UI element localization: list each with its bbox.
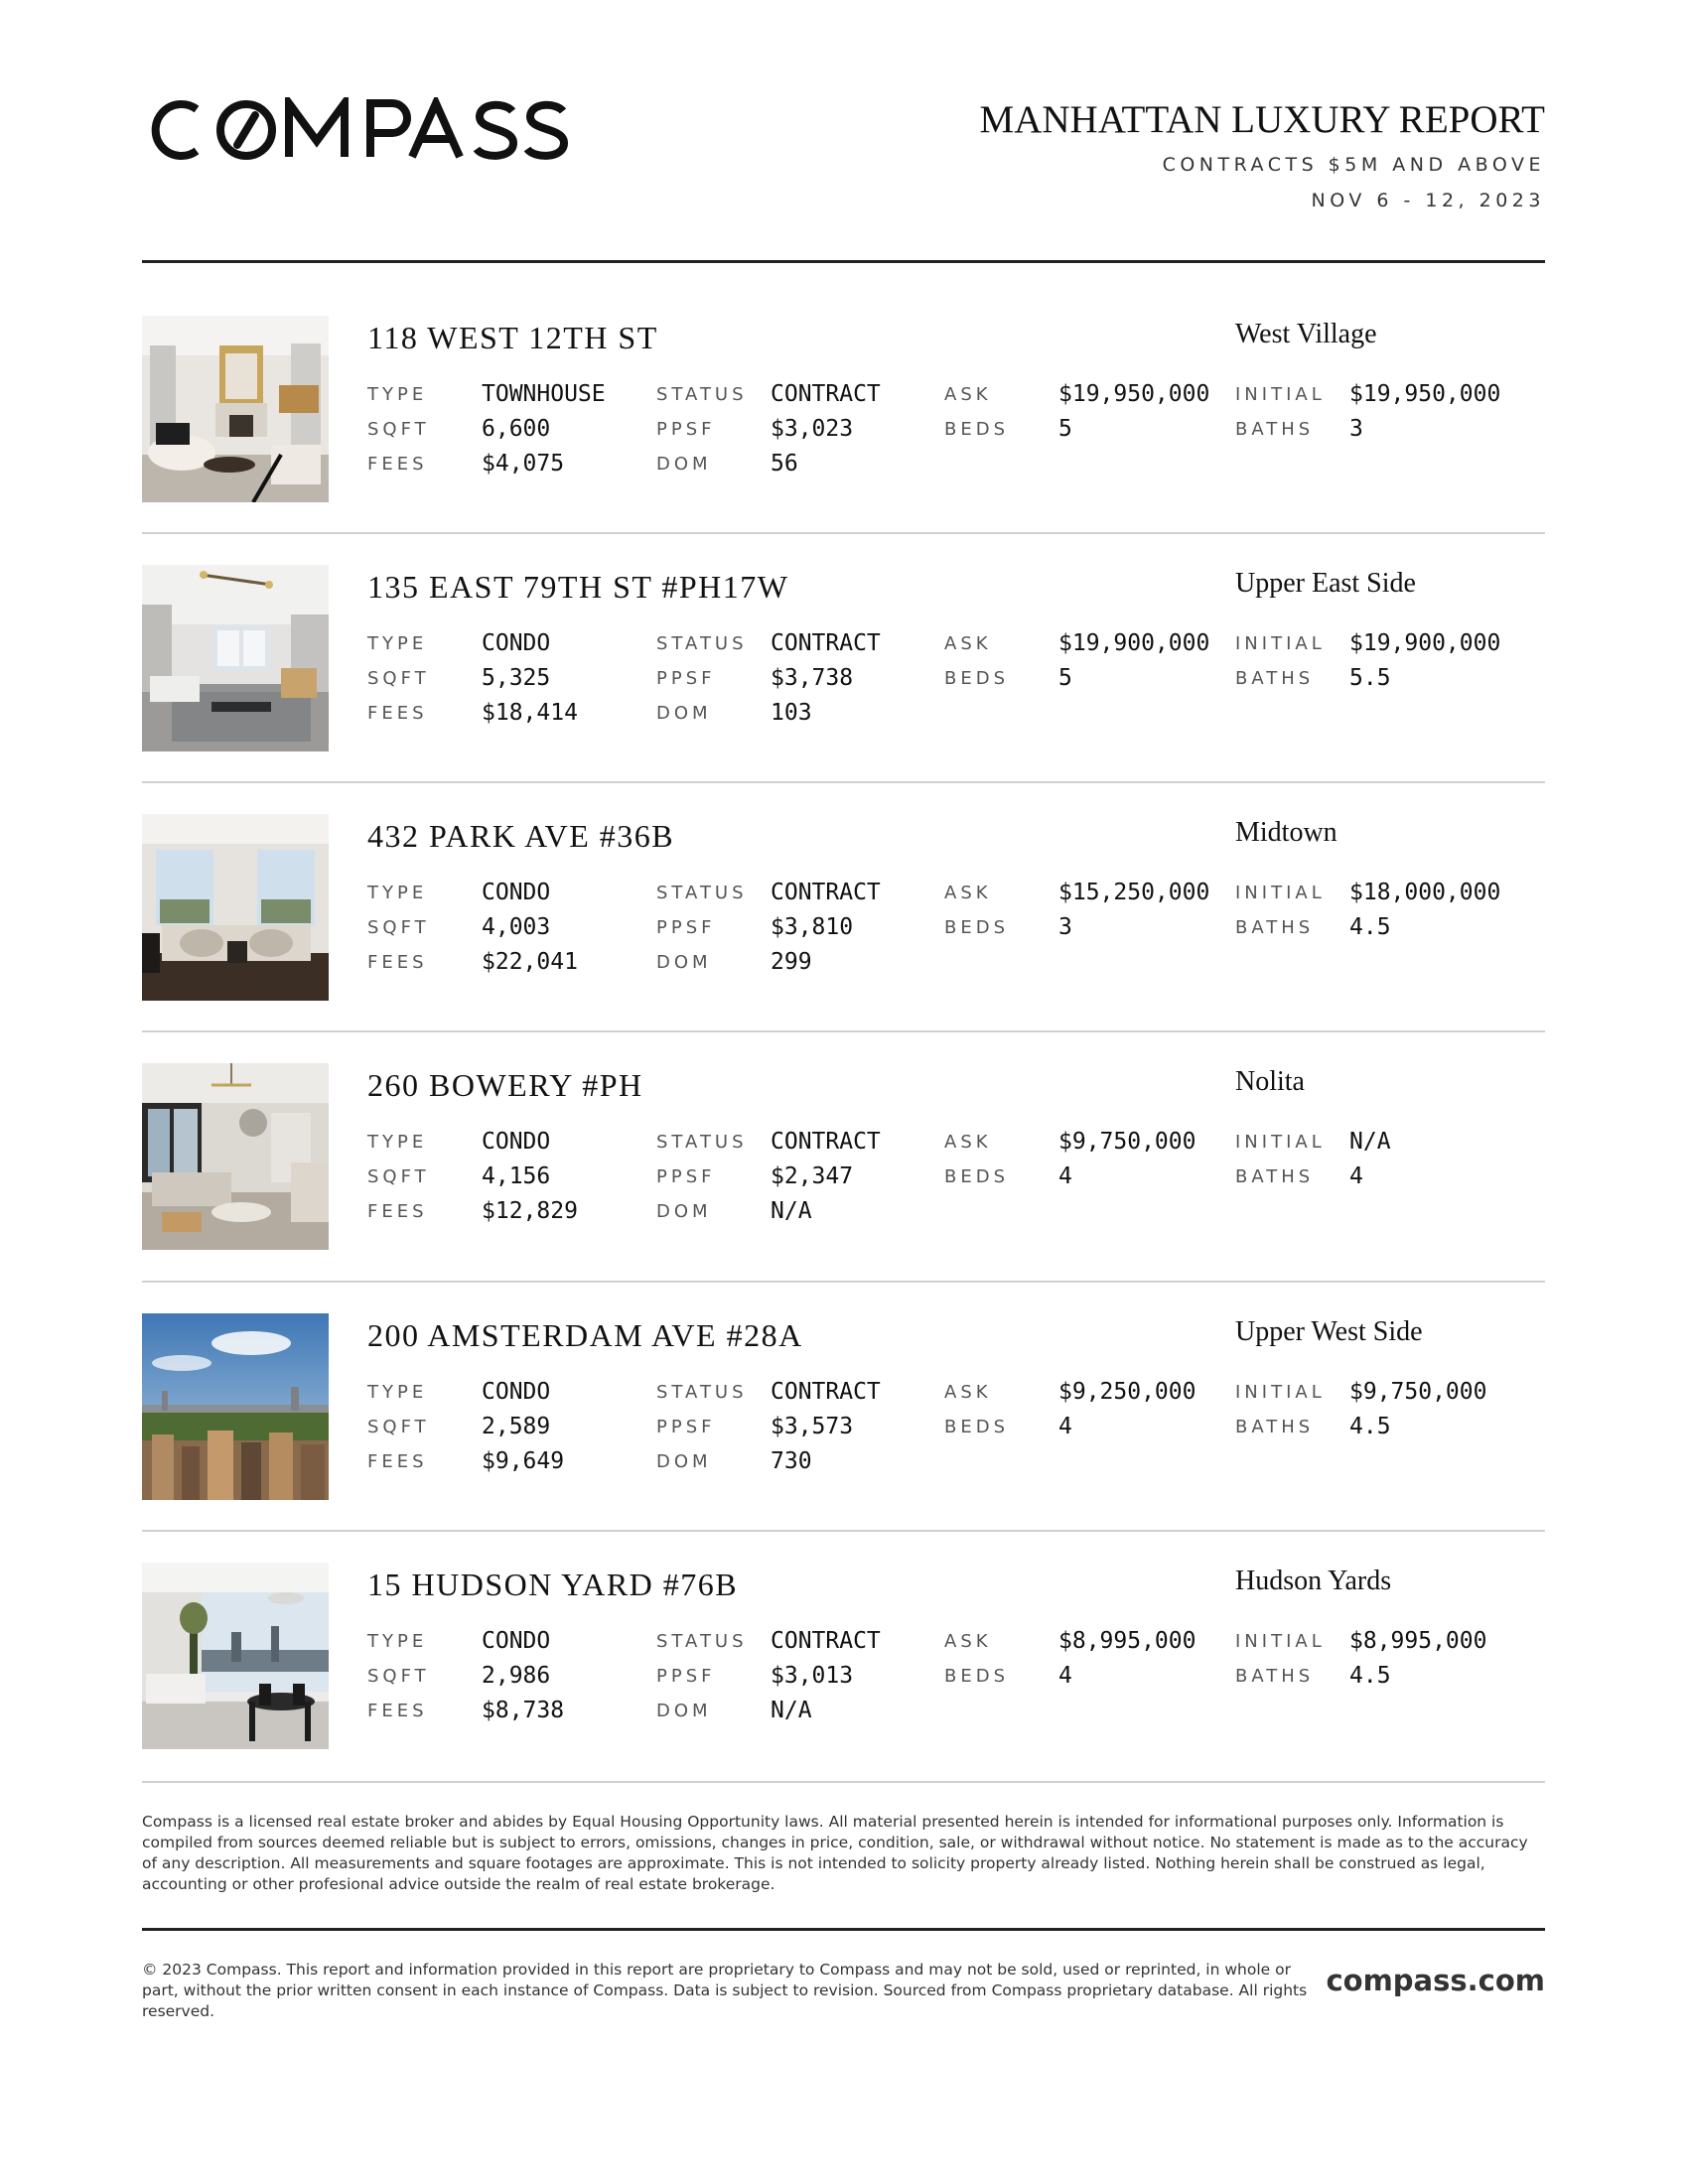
listing-photo [142, 316, 329, 502]
listing-address: 260 BOWERY #PH [367, 1067, 643, 1103]
listing-address: 135 EAST 79TH ST #PH17W [367, 569, 789, 605]
status-label: STATUS [656, 384, 748, 405]
baths-label: BATHS [1235, 1666, 1315, 1687]
fees-value: $8,738 [482, 1698, 565, 1723]
ask-label: ASK [944, 1382, 992, 1403]
fees-label: FEES [367, 1201, 428, 1222]
dom-label: DOM [656, 454, 712, 475]
listing-photo [142, 565, 329, 751]
listing-divider [142, 1781, 1545, 1783]
baths-label: BATHS [1235, 668, 1315, 689]
listing-photo [142, 1063, 329, 1250]
initial-label: INITIAL [1235, 633, 1326, 654]
beds-label: BEDS [944, 1666, 1010, 1687]
status-label: STATUS [656, 633, 748, 654]
listing-divider [142, 1530, 1545, 1532]
listing-address: 118 WEST 12TH ST [367, 320, 658, 355]
initial-label: INITIAL [1235, 384, 1326, 405]
report-page [142, 0, 1545, 2184]
initial-value: N/A [1349, 1129, 1391, 1155]
beds-label: BEDS [944, 419, 1010, 440]
initial-label: INITIAL [1235, 1382, 1326, 1403]
initial-value: $18,000,000 [1349, 880, 1501, 905]
initial-value: $9,750,000 [1349, 1379, 1487, 1405]
report-date-range: NOV 6 - 12, 2023 [1311, 190, 1545, 211]
header-divider [142, 260, 1545, 263]
status-label: STATUS [656, 883, 748, 903]
sqft-value: 4,003 [482, 914, 551, 940]
beds-label: BEDS [944, 1166, 1010, 1187]
baths-value: 4 [1349, 1163, 1363, 1189]
sqft-label: SQFT [367, 1166, 430, 1187]
dom-label: DOM [656, 952, 712, 973]
initial-value: $8,995,000 [1349, 1628, 1487, 1654]
ppsf-value: $3,810 [771, 914, 854, 940]
status-value: CONTRACT [771, 630, 881, 656]
type-value: CONDO [482, 880, 551, 905]
listing-photo [142, 814, 329, 1001]
dom-label: DOM [656, 1201, 712, 1222]
type-label: TYPE [367, 1132, 428, 1153]
beds-label: BEDS [944, 1417, 1010, 1437]
beds-value: 4 [1058, 1414, 1072, 1439]
listing [142, 565, 1545, 751]
ask-value: $19,900,000 [1058, 630, 1210, 656]
website-link[interactable]: compass.com [1326, 1964, 1545, 1997]
ppsf-value: $3,023 [771, 416, 854, 442]
status-value: CONTRACT [771, 880, 881, 905]
status-value: CONTRACT [771, 1379, 881, 1405]
listing-neighborhood: Upper West Side [1235, 1316, 1423, 1347]
footer-divider [142, 1928, 1545, 1931]
dom-label: DOM [656, 703, 712, 724]
listing-divider [142, 1281, 1545, 1283]
listing-photo [142, 1563, 329, 1749]
type-label: TYPE [367, 1631, 428, 1652]
listing [142, 1063, 1545, 1250]
sqft-value: 6,600 [482, 416, 551, 442]
sqft-value: 2,589 [482, 1414, 551, 1439]
sqft-value: 2,986 [482, 1663, 551, 1689]
initial-label: INITIAL [1235, 883, 1326, 903]
dom-value: 103 [771, 700, 812, 726]
baths-label: BATHS [1235, 419, 1315, 440]
baths-value: 5.5 [1349, 665, 1391, 691]
legal-disclaimer: Compass is a licensed real estate broker and abides by Equal Housing Opportunity laws. All material presented herein is intended for informational purposes only. Information is compiled from sources deemed reliable but is subject to errors, omissions, changes in price, condition, sale, or withdrawal without notice. No statement is made as to the accuracy of any description. All measurements and square footages are approximate. This is not intended to solicity property already listed. Nothing herein shall be construed as legal, accounting or other profesional advice outside the realm of real estate brokerage. [142, 1813, 1528, 1893]
ask-label: ASK [944, 1631, 992, 1652]
fees-value: $12,829 [482, 1198, 578, 1224]
dom-value: 299 [771, 949, 812, 975]
fees-value: $4,075 [482, 451, 565, 477]
listing-neighborhood: West Village [1235, 319, 1377, 349]
type-label: TYPE [367, 883, 428, 903]
dom-value: N/A [771, 1198, 812, 1224]
fees-label: FEES [367, 454, 428, 475]
type-value: CONDO [482, 1628, 551, 1654]
listing-address: 432 PARK AVE #36B [367, 818, 675, 854]
status-value: CONTRACT [771, 1129, 881, 1155]
initial-label: INITIAL [1235, 1132, 1326, 1153]
sqft-label: SQFT [367, 917, 430, 938]
ask-label: ASK [944, 1132, 992, 1153]
baths-label: BATHS [1235, 1417, 1315, 1437]
listing [142, 814, 1545, 1001]
type-label: TYPE [367, 633, 428, 654]
ask-value: $19,950,000 [1058, 381, 1210, 407]
initial-value: $19,950,000 [1349, 381, 1501, 407]
fees-value: $18,414 [482, 700, 578, 726]
dom-value: 730 [771, 1448, 812, 1474]
listing-divider [142, 1030, 1545, 1032]
listing-divider [142, 532, 1545, 534]
type-label: TYPE [367, 1382, 428, 1403]
report-title: MANHATTAN LUXURY REPORT [979, 98, 1545, 141]
ask-label: ASK [944, 384, 992, 405]
listing-neighborhood: Midtown [1235, 817, 1337, 848]
ppsf-label: PPSF [656, 419, 716, 440]
ppsf-value: $2,347 [771, 1163, 854, 1189]
sqft-value: 4,156 [482, 1163, 551, 1189]
dom-label: DOM [656, 1451, 712, 1472]
status-label: STATUS [656, 1382, 748, 1403]
fees-value: $22,041 [482, 949, 578, 975]
listing-neighborhood: Upper East Side [1235, 568, 1416, 599]
beds-value: 4 [1058, 1663, 1072, 1689]
ask-value: $8,995,000 [1058, 1628, 1196, 1654]
beds-value: 5 [1058, 416, 1072, 442]
beds-value: 5 [1058, 665, 1072, 691]
sqft-label: SQFT [367, 1666, 430, 1687]
fees-value: $9,649 [482, 1448, 565, 1474]
copyright-notice: © 2023 Compass. This report and information provided in this report are proprietary to Compass and may not be sold, used or reprinted, in whole or part, without the prior written consent in each instance of Compass. Data is subject to revision. Sourced from Compass proprietary database. All rights reserved. [142, 1961, 1308, 2020]
ppsf-label: PPSF [656, 1417, 716, 1437]
ppsf-value: $3,013 [771, 1663, 854, 1689]
sqft-label: SQFT [367, 668, 430, 689]
baths-label: BATHS [1235, 917, 1315, 938]
type-value: TOWNHOUSE [482, 381, 606, 407]
ask-value: $9,250,000 [1058, 1379, 1196, 1405]
fees-label: FEES [367, 703, 428, 724]
ppsf-label: PPSF [656, 917, 716, 938]
listing-address: 15 HUDSON YARD #76B [367, 1567, 739, 1602]
sqft-value: 5,325 [482, 665, 551, 691]
initial-label: INITIAL [1235, 1631, 1326, 1652]
ppsf-label: PPSF [656, 1166, 716, 1187]
listing [142, 316, 1545, 502]
sqft-label: SQFT [367, 1417, 430, 1437]
baths-value: 3 [1349, 416, 1363, 442]
ask-value: $15,250,000 [1058, 880, 1210, 905]
fees-label: FEES [367, 1701, 428, 1721]
dom-value: 56 [771, 451, 798, 477]
type-value: CONDO [482, 630, 551, 656]
fees-label: FEES [367, 1451, 428, 1472]
dom-value: N/A [771, 1698, 812, 1723]
report-subtitle: CONTRACTS $5M AND ABOVE [1162, 154, 1545, 176]
fees-label: FEES [367, 952, 428, 973]
baths-value: 4.5 [1349, 1414, 1391, 1439]
beds-value: 3 [1058, 914, 1072, 940]
listing-divider [142, 781, 1545, 783]
listing-neighborhood: Nolita [1235, 1066, 1305, 1097]
type-value: CONDO [482, 1379, 551, 1405]
dom-label: DOM [656, 1701, 712, 1721]
ppsf-label: PPSF [656, 668, 716, 689]
beds-label: BEDS [944, 668, 1010, 689]
compass-logo [142, 97, 569, 163]
baths-label: BATHS [1235, 1166, 1315, 1187]
ask-label: ASK [944, 633, 992, 654]
listing-address: 200 AMSTERDAM AVE #28A [367, 1317, 803, 1353]
listing-photo [142, 1313, 329, 1500]
baths-value: 4.5 [1349, 914, 1391, 940]
type-label: TYPE [367, 384, 428, 405]
listing [142, 1563, 1545, 1749]
ask-label: ASK [944, 883, 992, 903]
baths-value: 4.5 [1349, 1663, 1391, 1689]
ppsf-value: $3,573 [771, 1414, 854, 1439]
ppsf-value: $3,738 [771, 665, 854, 691]
beds-value: 4 [1058, 1163, 1072, 1189]
status-label: STATUS [656, 1631, 748, 1652]
status-value: CONTRACT [771, 1628, 881, 1654]
listing-neighborhood: Hudson Yards [1235, 1566, 1392, 1596]
beds-label: BEDS [944, 917, 1010, 938]
initial-value: $19,900,000 [1349, 630, 1501, 656]
ppsf-label: PPSF [656, 1666, 716, 1687]
sqft-label: SQFT [367, 419, 430, 440]
ask-value: $9,750,000 [1058, 1129, 1196, 1155]
type-value: CONDO [482, 1129, 551, 1155]
status-label: STATUS [656, 1132, 748, 1153]
status-value: CONTRACT [771, 381, 881, 407]
listing [142, 1313, 1545, 1500]
